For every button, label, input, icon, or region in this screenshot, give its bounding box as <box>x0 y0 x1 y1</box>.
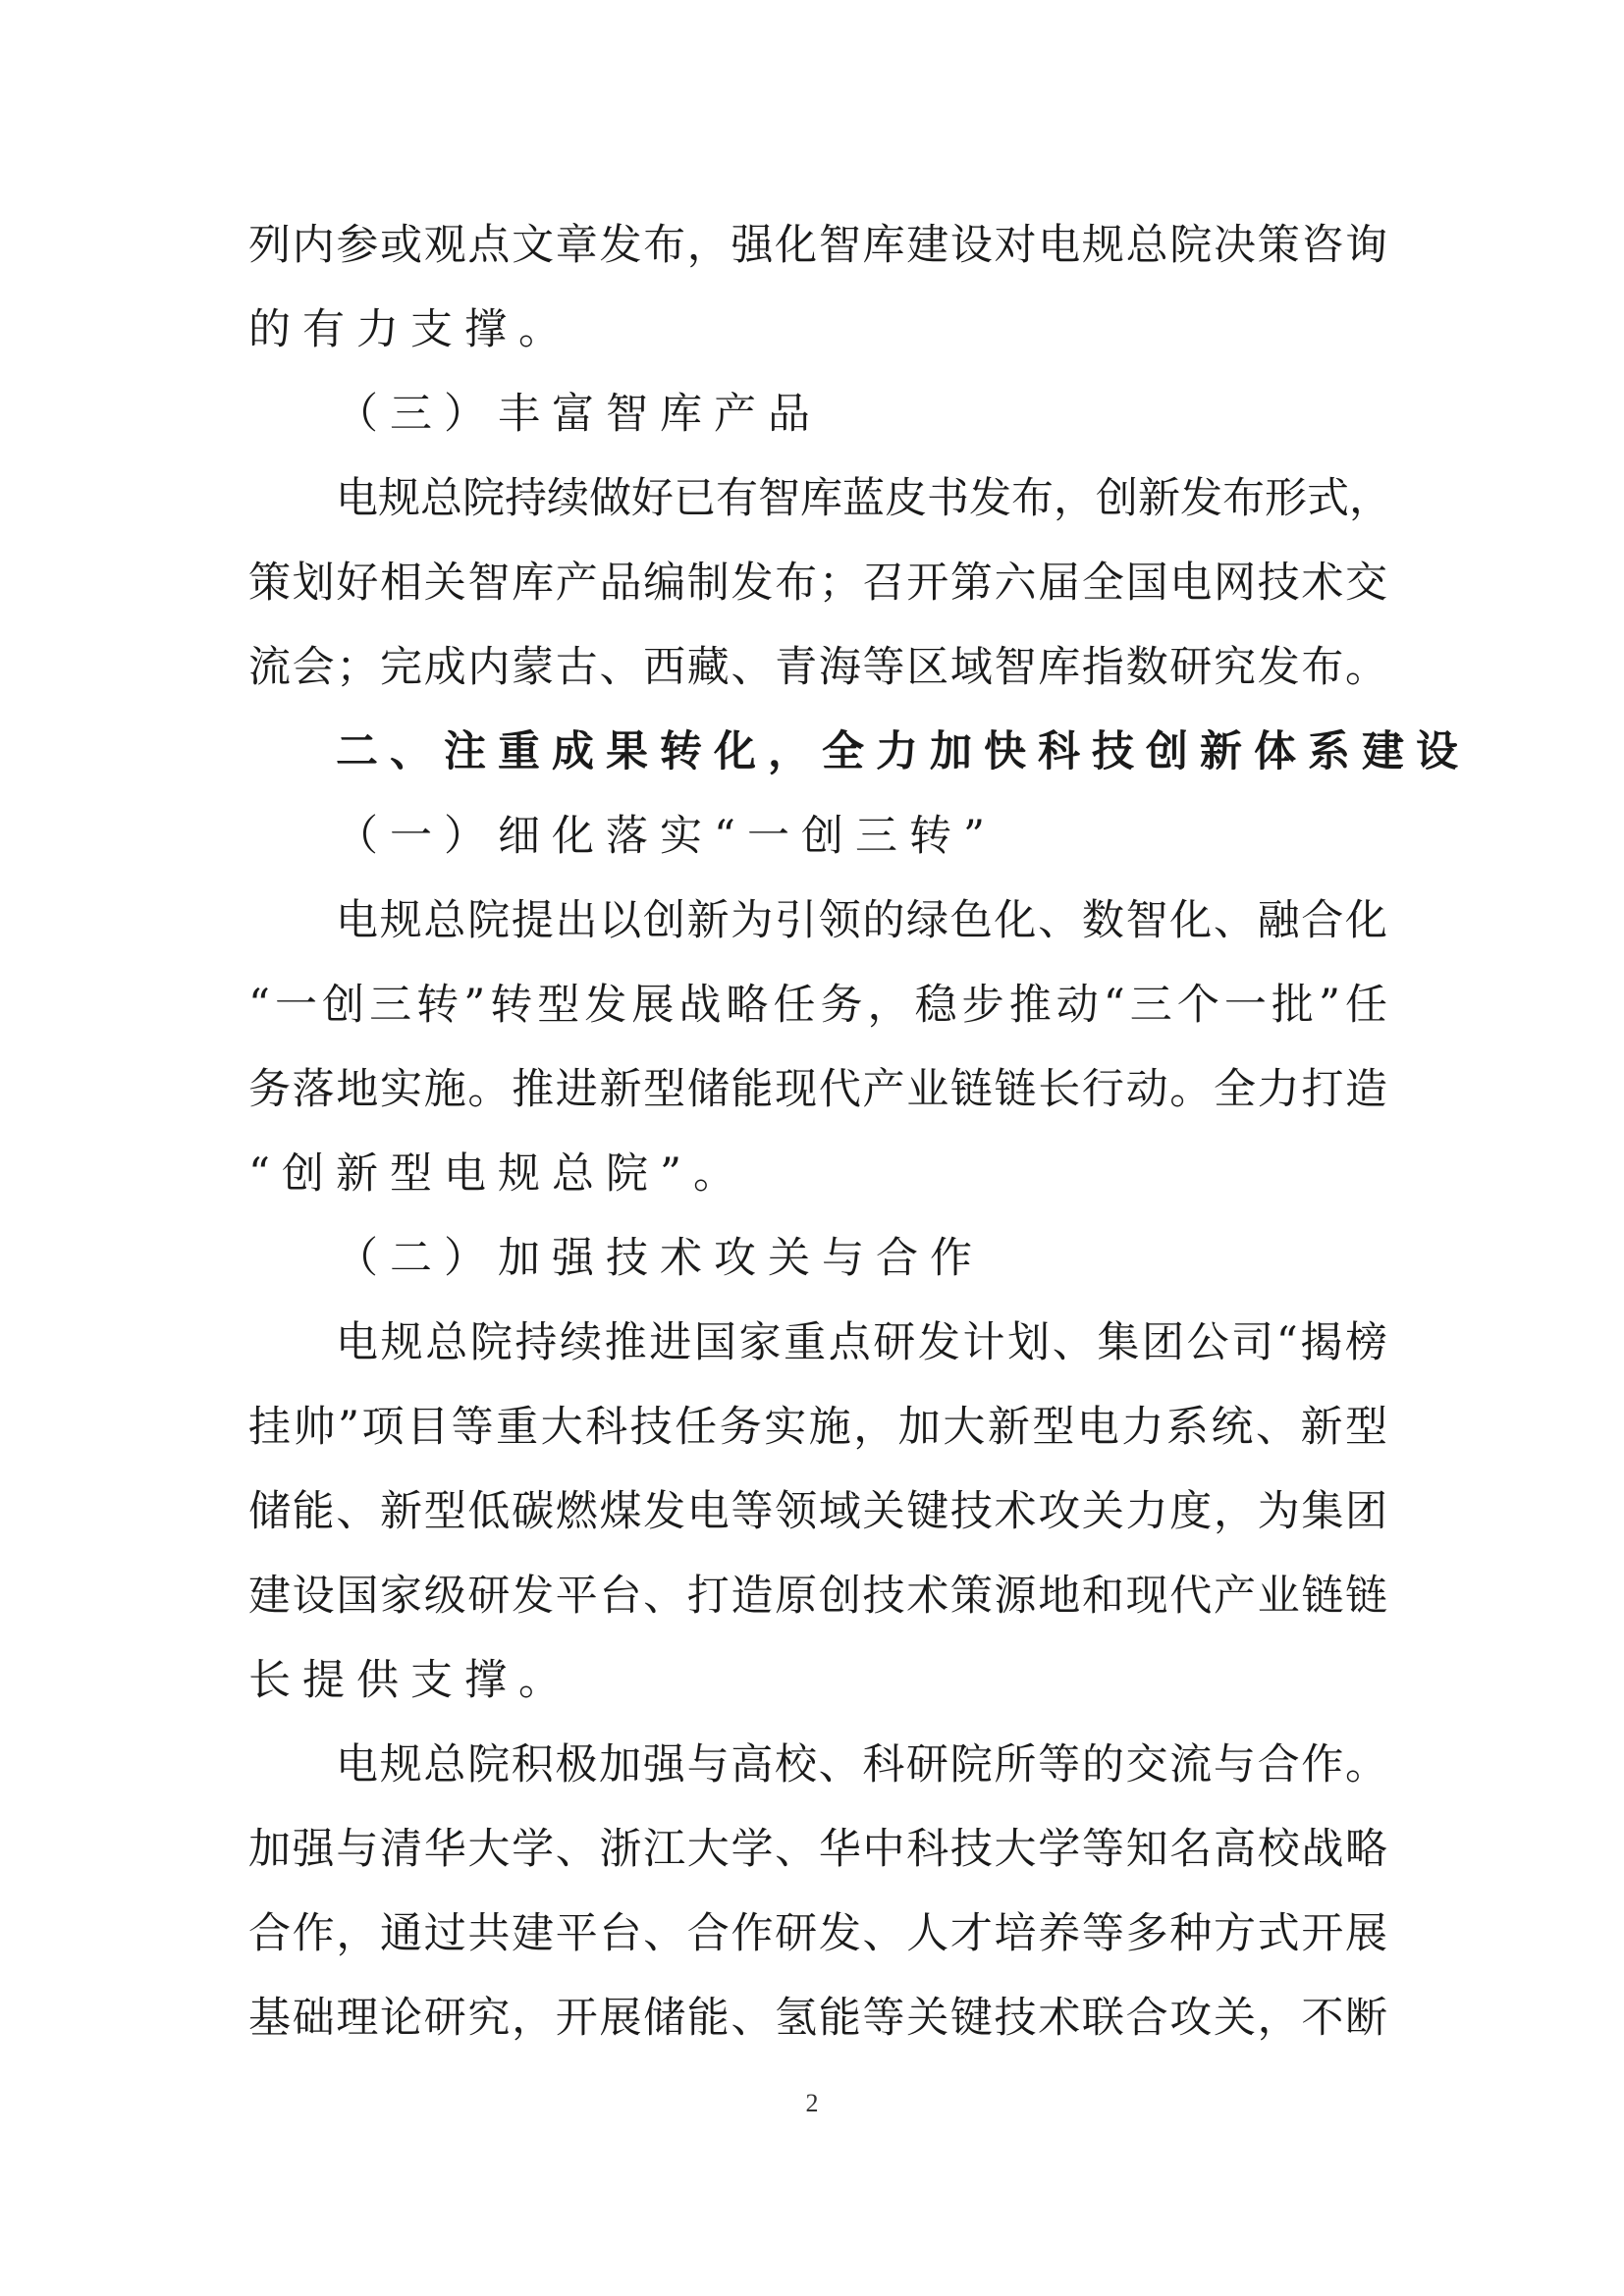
body-text-line: 挂帅”项目等重大科技任务实施，加大新型电力系统、新型 <box>248 1403 1387 1452</box>
paragraph-first-line: 电规总院提出以创新为引领的绿色化、数智化、融合化 <box>336 896 1387 945</box>
paragraph-first-line: 电规总院积极加强与高校、科研院所等的交流与合作。 <box>336 1740 1387 1789</box>
subsection-heading: （三）丰富智库产品 <box>336 390 822 439</box>
body-text-line: 建设国家级研发平台、打造原创技术策源地和现代产业链链 <box>248 1572 1387 1621</box>
subsection-heading: （二）加强技术攻关与合作 <box>336 1234 984 1283</box>
subsection-heading: （一）细化落实“一创三转” <box>336 812 997 861</box>
paragraph-first-line: 电规总院持续做好已有智库蓝皮书发布，创新发布形式， <box>336 474 1391 523</box>
body-text-line: 的有力支撑。 <box>248 305 572 354</box>
section-heading: 二、注重成果转化，全力加快科技创新体系建设 <box>336 727 1470 776</box>
page-number: 2 <box>805 2089 819 2117</box>
body-text-line: 加强与清华大学、浙江大学、华中科技大学等知名高校战略 <box>248 1825 1387 1874</box>
body-text-line: 基础理论研究，开展储能、氢能等关键技术联合攻关，不断 <box>248 1994 1387 2043</box>
body-text-line: “一创三转”转型发展战略任务，稳步推动“三个一批”任 <box>248 981 1387 1030</box>
body-text-line: 合作，通过共建平台、合作研发、人才培养等多种方式开展 <box>248 1909 1387 1958</box>
body-text-line: 策划好相关智库产品编制发布；召开第六届全国电网技术交 <box>248 559 1387 608</box>
body-text-line: 流会；完成内蒙古、西藏、青海等区域智库指数研究发布。 <box>248 643 1387 692</box>
body-text-line: 列内参或观点文章发布，强化智库建设对电规总院决策咨询 <box>248 221 1387 270</box>
body-text-line: 务落地实施。推进新型储能现代产业链链长行动。全力打造 <box>248 1065 1387 1114</box>
body-text-line: “创新型电规总院”。 <box>248 1149 747 1199</box>
body-text-line: 储能、新型低碳燃煤发电等领域关键技术攻关力度，为集团 <box>248 1487 1387 1536</box>
body-text-line: 长提供支撑。 <box>248 1656 572 1705</box>
paragraph-first-line: 电规总院持续推进国家重点研发计划、集团公司“揭榜 <box>336 1318 1387 1367</box>
